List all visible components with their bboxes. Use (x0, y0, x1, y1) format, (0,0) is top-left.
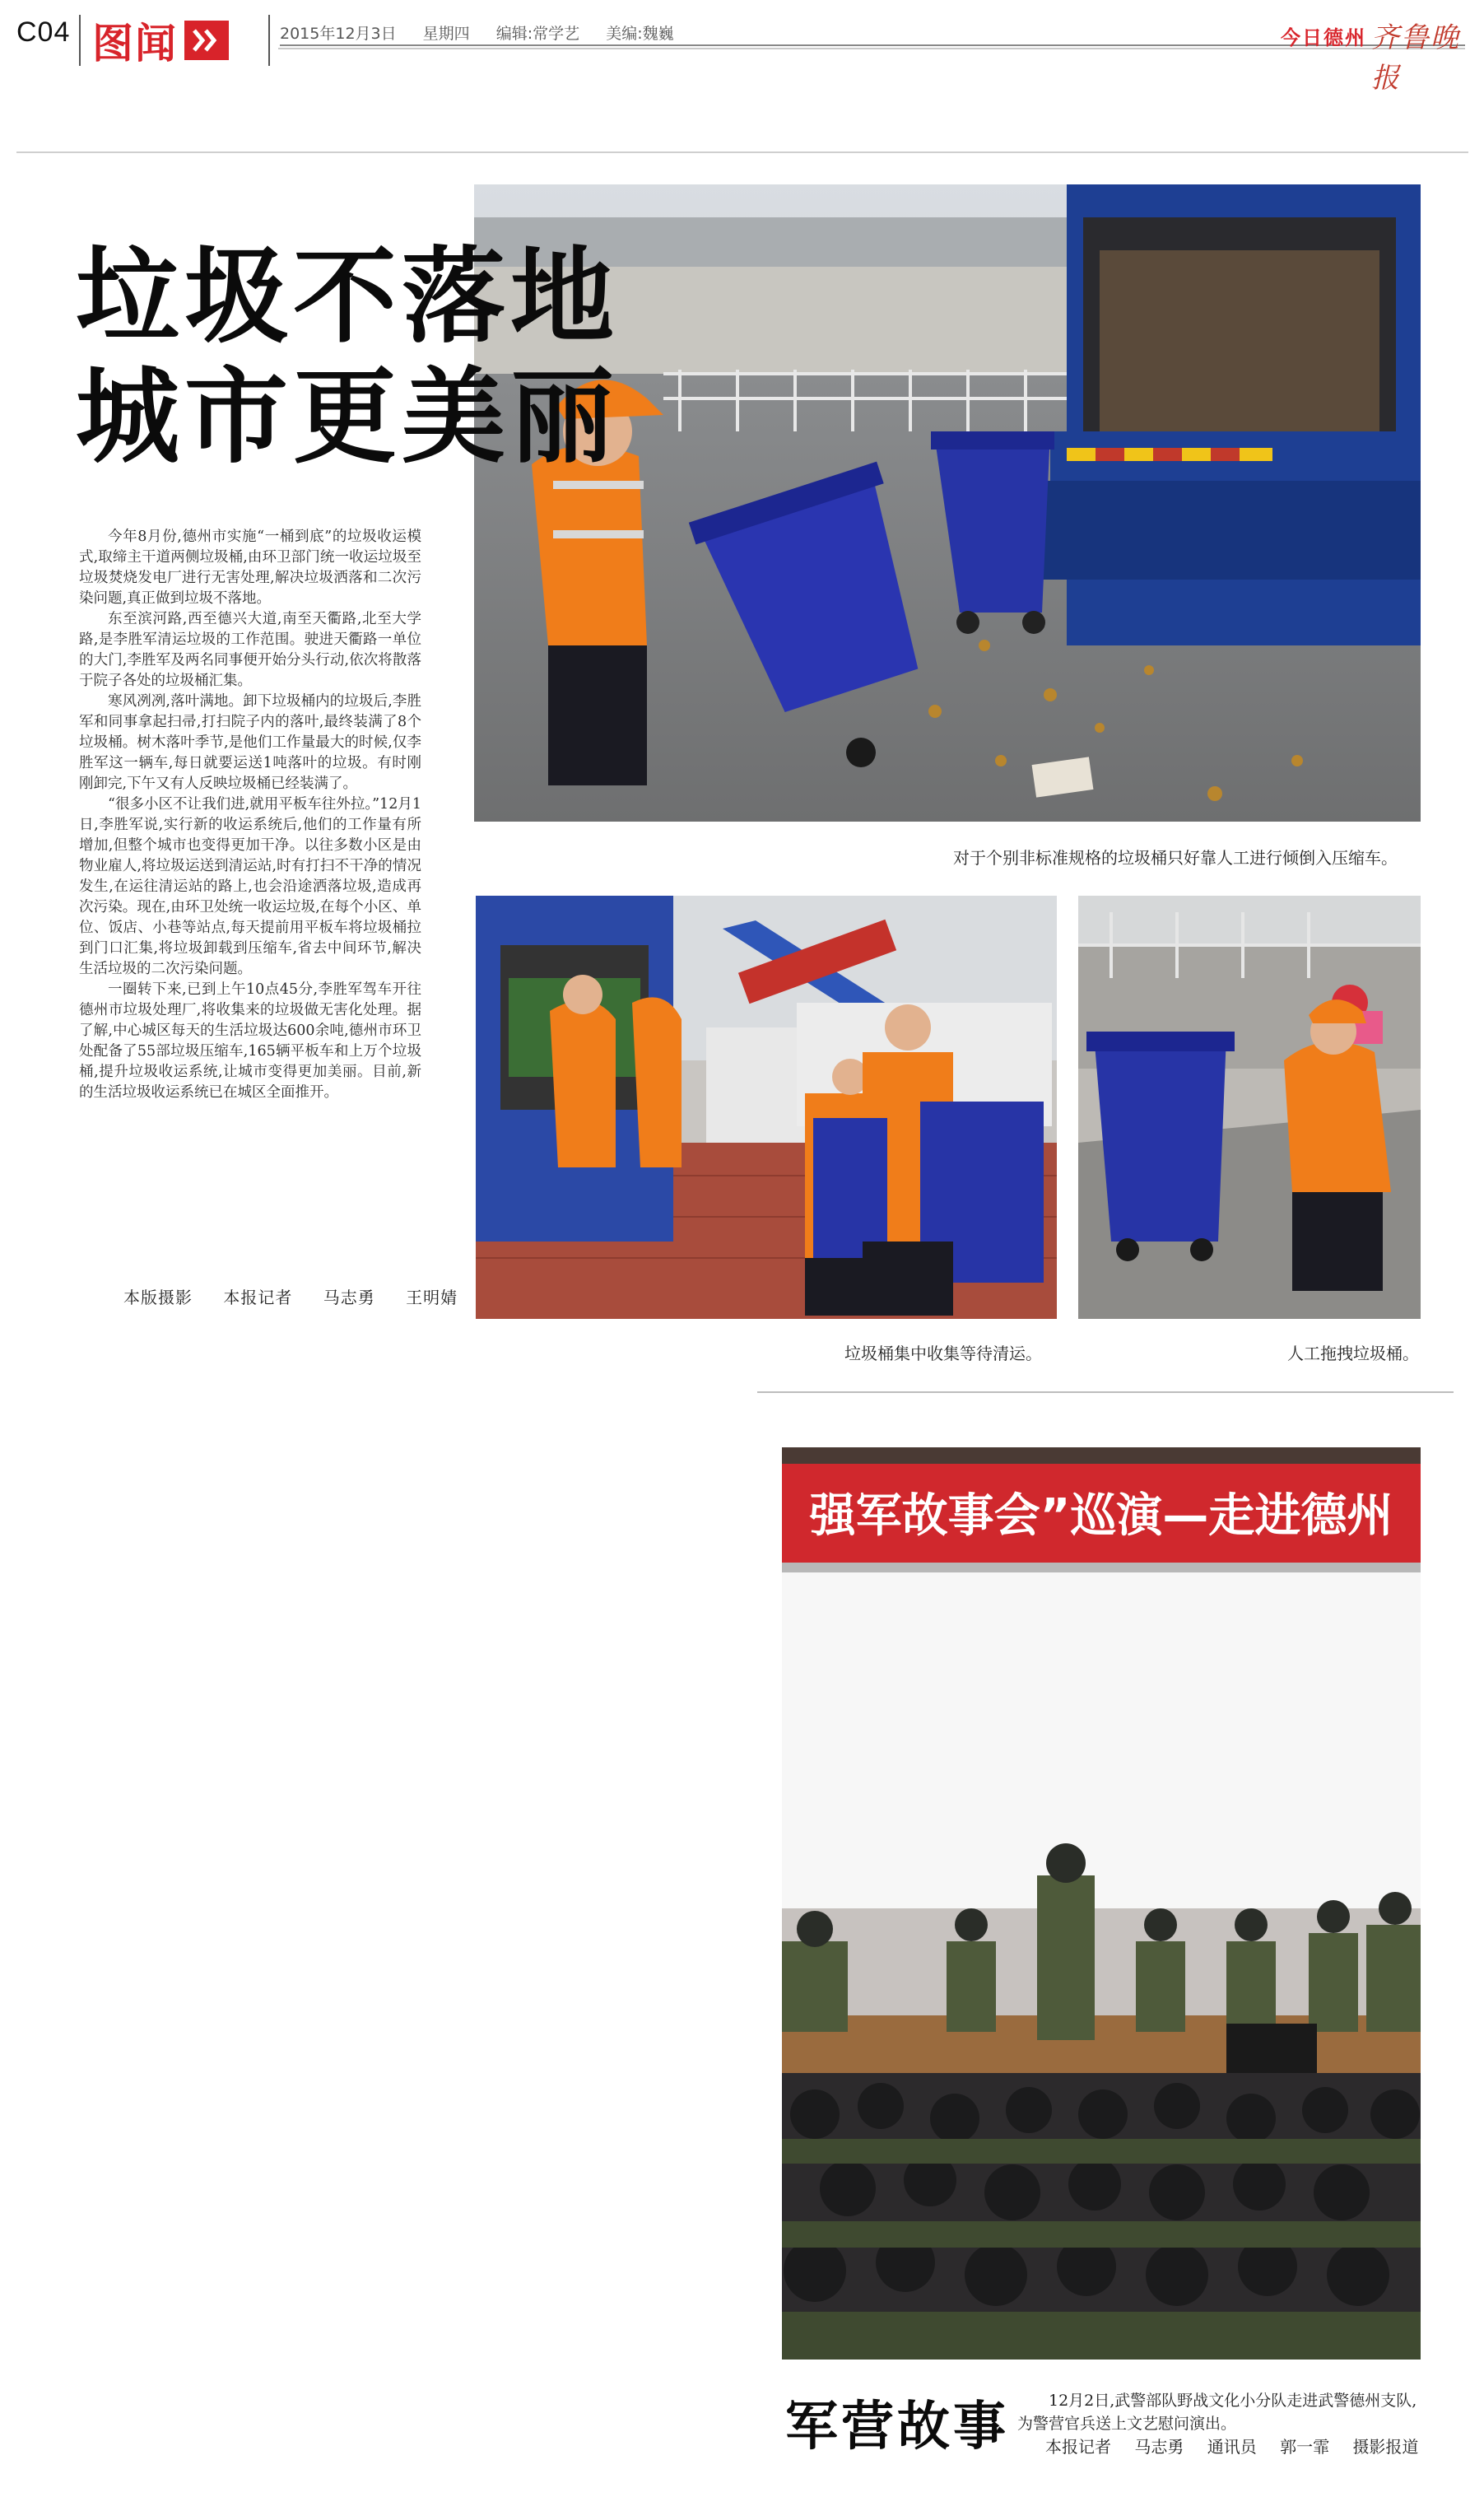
byline-part: 本版摄影 (123, 1288, 193, 1307)
byline-part: 摄影报道 (1352, 2437, 1419, 2457)
headline-line-1: 垃圾不落地 (76, 236, 619, 357)
army-caption-text: 12月2日,武警部队野战文化小分队走进武警德州支队,为警营官兵送上文艺慰问演出。 (1017, 2392, 1417, 2433)
newspaper-logo: 齐鲁晚报 (1371, 21, 1460, 95)
page-rule (16, 151, 1468, 153)
article-paragraph: 今年8月份,德州市实施“一桶到底”的垃圾收运模式,取缔主干道两侧垃圾桶,由环卫部门统一收运垃圾至垃圾焚烧发电厂进行无害处理,解决垃圾洒落和二次污染问题,真正做到垃圾不落地。 (79, 529, 421, 607)
editor-credit: 编辑:常学艺 (495, 25, 580, 43)
army-story-title: 军营故事 (785, 2397, 1009, 2457)
masthead-divider (79, 15, 81, 66)
edition-label: 今日德州 (1281, 26, 1366, 49)
army-byline (1045, 2434, 1436, 2457)
photo-military-performance (782, 1447, 1421, 2360)
photo-worker-dragging-bin (1078, 896, 1421, 1319)
byline-part: 通讯员 (1207, 2437, 1257, 2457)
byline-part: 本报记者 (223, 1288, 293, 1307)
article-byline (123, 1284, 482, 1308)
designer-credit: 美编:魏巍 (606, 25, 674, 43)
page-number: C04 (16, 16, 71, 48)
chevron-right-icon (184, 21, 229, 60)
byline-part: 马志勇 (1134, 2437, 1184, 2457)
article-paragraph: 一圈转下来,已到上午10点45分,李胜军驾车开往德州市垃圾处理厂,将收集来的垃圾做无害化处理。据了解,中心城区每天的生活垃圾达600余吨,德州市环卫处配备了55部垃圾压缩车,165辆平板车和上万个垃圾桶,提升垃圾收运系统,让城市变得更加美丽。目前,新的生活垃圾收运系统已在城区全面推开。 (79, 981, 421, 1101)
byline-part: 本报记者 (1045, 2437, 1111, 2457)
masthead-divider (268, 15, 270, 66)
photo-caption-collect: 垃圾桶集中收集等待清运。 (844, 1344, 1042, 1363)
photo-caption-drag: 人工拖拽垃圾桶。 (1287, 1344, 1419, 1363)
banner-text: 强军故事会”巡演—走进德州 (809, 1489, 1393, 1543)
army-photo-caption (1017, 2389, 1426, 2435)
photo-caption-main: 对于个别非标准规格的垃圾桶只好靠人工进行倾倒入压缩车。 (953, 848, 1398, 868)
section-title: 图闻 (92, 20, 178, 68)
article-paragraph: 东至滨河路,西至德兴大道,南至天衢路,北至大学路,是李胜军清运垃圾的工作范围。驶进天衢路一单位的大门,李胜军及两名同事便开始分头行动,依次将散落于院子各处的垃圾桶汇集。 (79, 611, 421, 689)
byline-part: 郭一霏 (1280, 2437, 1330, 2457)
section-badge (92, 15, 229, 66)
article-paragraph: 寒风冽冽,落叶满地。卸下垃圾桶内的垃圾后,李胜军和同事拿起扫帚,打扫院子内的落叶,最终装满了8个垃圾桶。树木落叶季节,是他们工作量最大的时候,仅李胜军这一辆车,每日就要运送1吨落叶的垃圾。有时刚刚卸完,下午又有人反映垃圾桶已经装满了。 (79, 693, 421, 792)
article-paragraph: “很多小区不让我们进,就用平板车往外拉。”12月1日,李胜军说,实行新的收运系统后,他们的工作量有所增加,但整个城市也变得更加干净。以往多数小区是由物业雇人,将垃圾运送到清运站,时有打扫不干净的情况发生,在运往清运站的路上,也会沿途洒落垃圾,造成再次污染。现在,由环卫处统一收运垃圾,在每个小区、单位、饭店、小巷等站点,每天提前用平板车将垃圾桶拉到门口汇集,将垃圾卸载到压缩车,省去中间环节,解决生活垃圾的二次污染问题。 (79, 796, 421, 977)
issue-date: 2015年12月3日 (280, 25, 397, 43)
article-body (79, 527, 421, 1103)
issue-weekday: 星期四 (422, 25, 470, 43)
headline-line-2: 城市更美丽 (76, 356, 619, 478)
byline-part: 王明婧 (406, 1288, 458, 1307)
byline-part: 马志勇 (323, 1288, 375, 1307)
section-divider (757, 1391, 1454, 1393)
photo-bins-collected (476, 896, 1057, 1319)
issue-meta (280, 21, 695, 44)
